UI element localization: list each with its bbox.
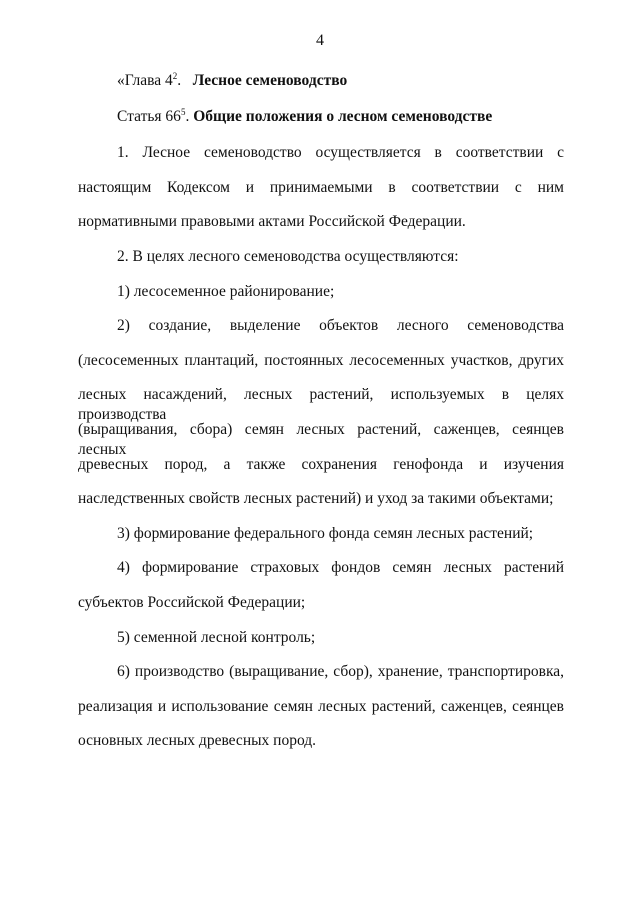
text-line: 6) производство (выращивание, сбор), хранение, транспортировка, bbox=[117, 663, 564, 680]
chapter-heading bbox=[117, 71, 564, 91]
text-line: (выращивания, сбора) семян лесных растений, саженцев, сеянцев лесных bbox=[78, 421, 564, 458]
chapter-prefix: «Глава 4 bbox=[117, 72, 173, 89]
text-line: 1) лесосеменное районирование; bbox=[117, 283, 335, 300]
text-line: 1. Лесное семеноводство осуществляется в соответствии с bbox=[117, 144, 564, 161]
chapter-superscript: 2 bbox=[172, 70, 178, 81]
article-suffix: . bbox=[185, 108, 190, 125]
text-line: настоящим Кодексом и принимаемыми в соответствии с ним bbox=[78, 179, 564, 196]
article-superscript: 5 bbox=[180, 106, 186, 117]
text-line: (лесосеменных плантаций, постоянных лесосеменных участков, других bbox=[78, 352, 564, 369]
text-line: 4) формирование страховых фондов семян лесных растений bbox=[117, 559, 564, 576]
chapter-suffix: . bbox=[177, 72, 182, 89]
article-title: Общие положения о лесном семеноводстве bbox=[193, 108, 493, 125]
page-number: 4 bbox=[316, 32, 324, 49]
text-line: реализация и использование семян лесных растений, саженцев, сеянцев bbox=[78, 698, 564, 715]
text-line: 3) формирование федерального фонда семян лесных растений; bbox=[117, 525, 534, 542]
text-line: 2. В целях лесного семеноводства осуществляются: bbox=[117, 248, 459, 265]
chapter-title: Лесное семеноводство bbox=[192, 72, 348, 89]
text-line: субъектов Российской Федерации; bbox=[78, 594, 306, 611]
text-line: 2) создание, выделение объектов лесного семеноводства bbox=[117, 317, 564, 334]
text-line: нормативными правовыми актами Российской Федерации. bbox=[78, 213, 466, 230]
text-line: 5) семенной лесной контроль; bbox=[117, 629, 316, 646]
text-line: основных лесных древесных пород. bbox=[78, 732, 317, 749]
article-heading bbox=[117, 107, 564, 127]
text-line: древесных пород, а также сохранения генофонда и изучения bbox=[78, 456, 564, 473]
text-line: лесных насаждений, лесных растений, используемых в целях производства bbox=[78, 386, 564, 423]
article-prefix: Статья 66 bbox=[117, 108, 181, 125]
text-line: наследственных свойств лесных растений) и уход за такими объектами; bbox=[78, 490, 554, 507]
